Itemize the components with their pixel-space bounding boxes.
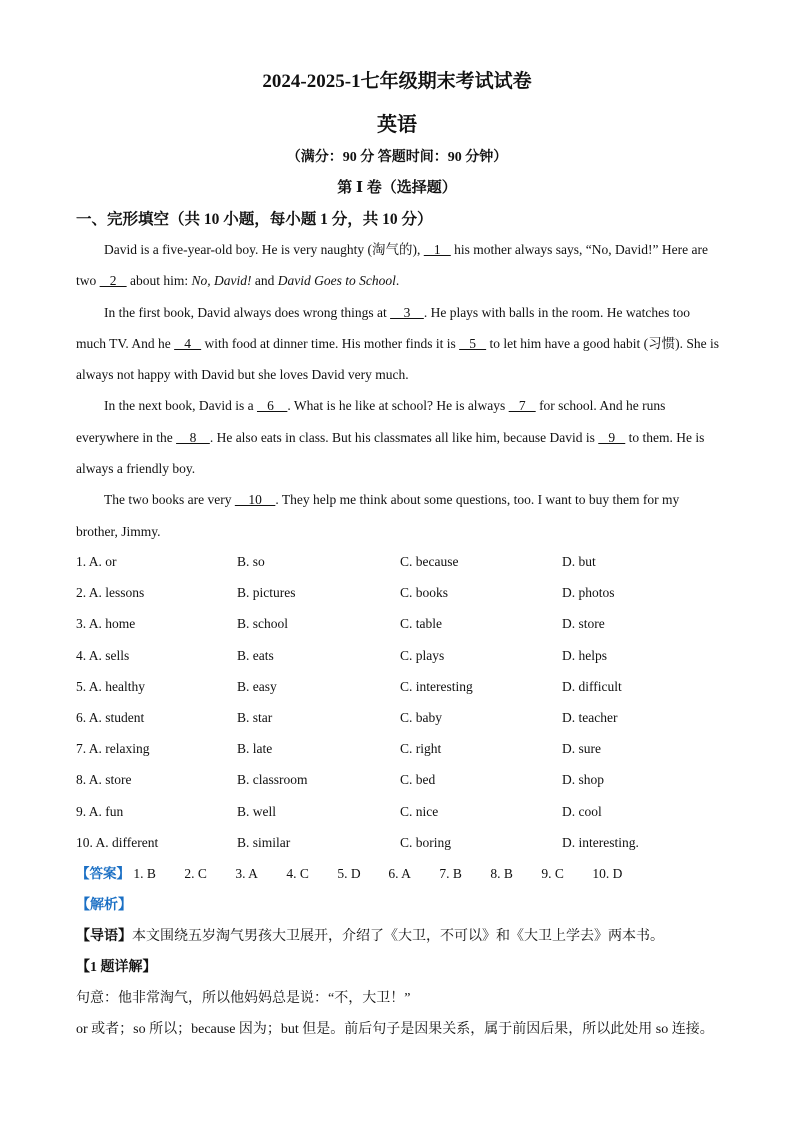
text-segment: and: [251, 273, 278, 289]
option-a: 2. A. lessons: [76, 585, 145, 601]
blank-10: 10: [234, 492, 276, 508]
option-d: D. difficult: [562, 678, 622, 694]
option-d: D. store: [562, 616, 605, 632]
option-c: C. right: [400, 741, 442, 757]
option-d: D. teacher: [562, 709, 618, 725]
blank-3: 3: [390, 304, 424, 320]
option-row: [76, 577, 736, 608]
text-segment: In the next book, David is a: [104, 398, 257, 414]
option-c: C. plays: [400, 647, 445, 663]
option-a: 7. A. relaxing: [76, 741, 150, 757]
text-segment: .: [395, 273, 400, 289]
option-c: C. baby: [400, 709, 442, 725]
blank-7: 7: [508, 398, 536, 414]
text-segment: David is a five-year-old boy. He is very naughty (淘气的),: [104, 242, 424, 257]
answer-item: 4. C: [286, 866, 309, 881]
option-row: [76, 546, 736, 577]
option-a: 10. A. different: [76, 834, 159, 850]
text-segment: The two books are very: [104, 492, 235, 508]
option-b: B. classroom: [237, 772, 308, 788]
option-b: B. easy: [237, 678, 277, 694]
answer-item: 6. A: [388, 866, 411, 881]
option-c: C. boring: [400, 834, 452, 850]
passage-paragraph-1: [76, 234, 722, 297]
option-c: C. books: [400, 585, 449, 601]
book-title-1: No, David!: [191, 273, 252, 289]
option-row: [76, 608, 736, 639]
detail-label: 【1 题详解】: [76, 960, 157, 975]
text-segment: to them. He is always a friendly boy.: [76, 429, 705, 477]
text-segment: for school. And he runs everywhere in the: [76, 398, 666, 445]
subject-title: 英语: [377, 114, 417, 136]
guide-line: [76, 921, 664, 952]
answer-item: 5. D: [337, 866, 361, 881]
option-c: C. because: [400, 554, 459, 569]
text-segment: . What is he like at school? He is always: [287, 398, 509, 414]
blank-9: 9: [598, 429, 626, 445]
option-b: B. well: [237, 803, 276, 819]
guide-label: 【导语】: [76, 929, 132, 944]
answer-item: 2. C: [184, 866, 207, 881]
text-segment: . He also eats in class. But his classmates all like him, because David is: [209, 429, 599, 445]
option-d: D. helps: [562, 647, 607, 663]
text-segment: In the first book, David always does wrong things at: [104, 304, 391, 320]
option-c: C. bed: [400, 772, 436, 788]
option-a: 1. A. or: [76, 554, 117, 569]
text-segment: with food at dinner time. His mother finds it is: [201, 335, 460, 351]
blank-6: 6: [256, 398, 288, 414]
answer-item: 1. B: [133, 866, 156, 881]
blank-2: 2: [99, 273, 127, 289]
option-row: [76, 702, 736, 733]
option-d: D. photos: [562, 585, 615, 601]
blank-4: 4: [174, 335, 202, 351]
text-segment: . They help me think about some questions, too. I want to buy them for my brother, Jimmy.: [76, 492, 680, 539]
exam-title: 2024-2025-1七年级期末考试试卷: [262, 71, 532, 92]
exam-info: （满分：90 分 答题时间：90 分钟）: [286, 150, 508, 165]
option-d: D. shop: [562, 772, 605, 788]
option-b: B. school: [237, 616, 289, 632]
option-a: 5. A. healthy: [76, 678, 145, 694]
book-title-2: David Goes to School: [277, 273, 396, 289]
option-row: [76, 640, 736, 671]
option-c: C. interesting: [400, 678, 473, 694]
option-c: C. nice: [400, 803, 439, 819]
detail-line-1: 句意：他非常淘气，所以他妈妈总是说：“不，大卫！”: [76, 991, 411, 1006]
blank-1: 1: [423, 242, 451, 257]
option-a: 8. A. store: [76, 772, 132, 788]
option-b: B. similar: [237, 834, 291, 850]
option-d: D. cool: [562, 803, 602, 819]
passage-paragraph-2: [76, 297, 722, 391]
option-a: 6. A. student: [76, 709, 145, 725]
option-row: [76, 671, 736, 702]
passage-paragraph-3: [76, 390, 722, 484]
option-b: B. late: [237, 741, 273, 757]
option-b: B. star: [237, 709, 273, 725]
analysis-label: 【解析】: [76, 898, 132, 913]
answer-item: 8. B: [490, 866, 513, 881]
answer-item: 10. D: [592, 866, 623, 881]
option-d: D. sure: [562, 741, 601, 757]
volume-title: 第 Ⅰ 卷（选择题）: [337, 180, 457, 196]
text-segment: about him:: [126, 273, 192, 289]
blank-5: 5: [459, 335, 487, 351]
passage-paragraph-4: [76, 484, 722, 547]
answer-line: [76, 858, 643, 889]
answer-item: 9. C: [541, 866, 564, 881]
answer-item: 3. A: [235, 866, 258, 881]
option-d: D. but: [562, 554, 596, 569]
option-a: 4. A. sells: [76, 647, 130, 663]
answer-label: 【答案】: [76, 866, 130, 881]
option-a: 9. A. fun: [76, 803, 124, 819]
passage: [76, 234, 722, 547]
text-segment: . He plays with balls in the room. He watches too much TV. And he: [76, 304, 691, 351]
section-heading: 一、完形填空（共 10 小题，每小题 1 分，共 10 分）: [76, 211, 433, 228]
option-b: B. so: [237, 554, 265, 569]
answer-items: [133, 866, 643, 881]
option-d: D. interesting.: [562, 834, 639, 850]
option-a: 3. A. home: [76, 616, 136, 632]
option-row: [76, 764, 736, 795]
text-segment: his mother always says, “No, David!” Here are two: [76, 242, 708, 289]
option-row: [76, 733, 736, 764]
detail-line-2: or 或者；so 所以；because 因为；but 但是。前后句子是因果关系，属于前因后果，所以此处用 so 连接。: [76, 1022, 714, 1037]
guide-text: 本文围绕五岁淘气男孩大卫展开，介绍了《大卫，不可以》和《大卫上学去》两本书。: [132, 929, 664, 944]
option-row: [76, 827, 736, 858]
options-list: [76, 546, 736, 858]
blank-8: 8: [176, 429, 210, 445]
option-c: C. table: [400, 616, 442, 632]
option-b: B. eats: [237, 647, 274, 663]
text-segment: to let him have a good habit (习惯). She is always not happy with David but she loves David very much.: [76, 335, 719, 383]
answer-item: 7. B: [439, 866, 462, 881]
option-row: [76, 796, 736, 827]
option-b: B. pictures: [237, 585, 296, 601]
